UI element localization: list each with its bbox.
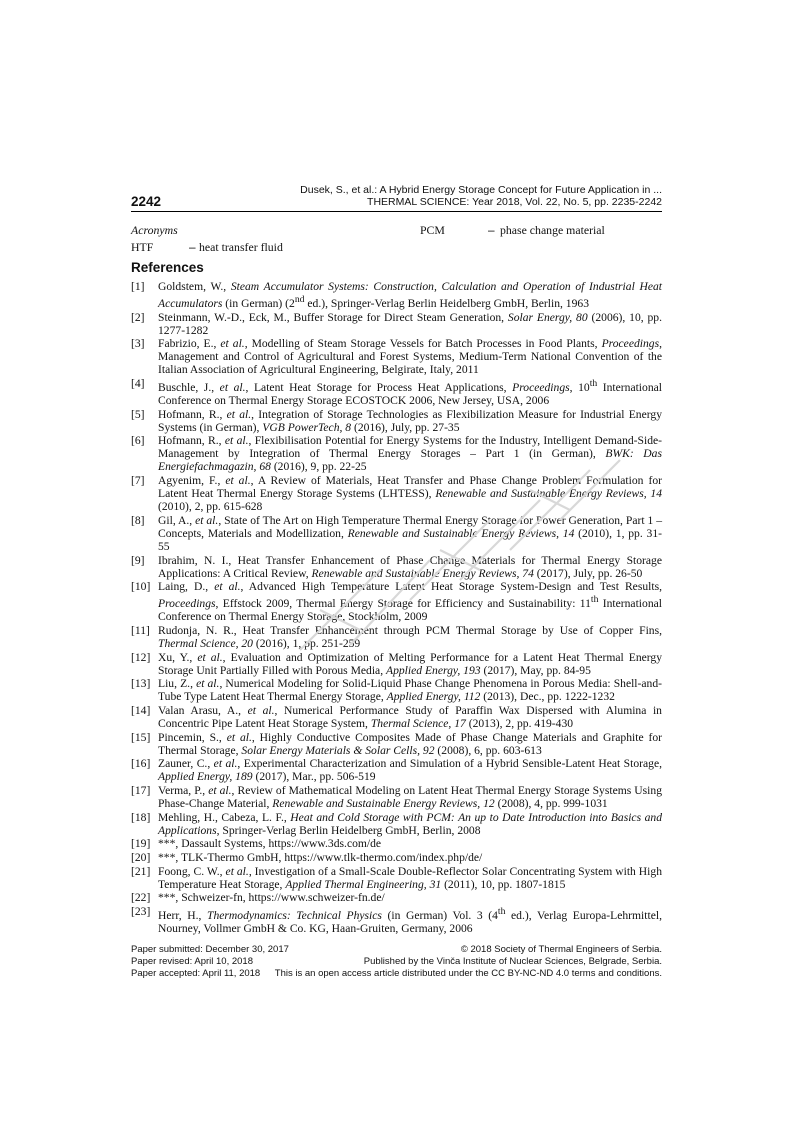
ref-text: Zauner, C., [158,757,214,771]
ref-italic: BWK: Das Energiefachmagazin, 68 [158,447,662,474]
date-submitted: Paper submitted: December 30, 2017 [131,944,289,955]
ref-text: , Latent Heat Storage for Process Heat Applications, [245,380,513,394]
ref-italic: et al. [196,677,220,691]
copyright-block [275,944,662,979]
reference-number: [15] [131,730,151,744]
ref-text: Buschle, J., [158,380,220,394]
license-line: This is an open access article distributed under the CC BY-NC-ND 4.0 terms and conditions. [274,967,662,979]
ref-text: Gil, A., [158,513,196,527]
ref-italic: VGB PowerTech, 8 [262,420,352,434]
ref-text: Pincemin, S., [158,730,227,744]
reference-item [131,311,662,337]
ref-italic: et al. [226,730,252,744]
ref-text: Liu, Z., [158,677,197,691]
ref-text: Steinmann, W.-D., Eck, M., Buffer Storage for Direct Steam Generation, [158,310,508,324]
ref-text: Ibrahim, N. I., Heat Transfer Enhancement of Phase Change Materials for Thermal Energy Storage Applications: A Critical Review, [158,553,662,580]
ref-text: , Advanced High Temperature Latent Heat Storage System-Design and Test Results, [240,580,662,594]
acronym-item [131,240,283,255]
ref-italic: Thermal Science, 17 [370,717,466,731]
ref-text: Fabrizio, E., [158,337,221,351]
page-number: 2242 [131,194,162,209]
ref-italic: Thermal Science, 20 [158,637,253,651]
ref-sup: th [589,378,598,390]
ref-text: ed.), Verlag Europa-Lehrmittel, Nourney, Vollmer GmbH & Co. KG, Haan-Gruiten, Germany, 2006 [158,908,662,935]
reference-item [131,731,662,757]
reference-number: [17] [131,784,151,798]
ref-text: Laing, D., [158,580,215,594]
reference-item [131,757,662,783]
date-revised: Paper revised: April 10, 2018 [131,955,253,967]
reference-item [131,554,662,580]
ref-text: Mehling, H., Cabeza, L. F., [158,810,291,824]
ref-text: (2006), 10, pp. 1277-1282 [158,310,662,337]
ref-text: , 10 [569,380,590,394]
ref-italic: Steam Accumulator Systems: Construction, Calculation and Operation of Industrial Heat Accumulators [158,280,663,310]
ref-text: Xu, Y., [158,650,198,664]
ref-text: ***, Dassault Systems, https://www.3ds.com/de [158,837,382,851]
ref-italic: Thermodynamics: Technical Physics [207,908,382,922]
references-title: References [131,260,204,275]
ref-text: , Management and Control of Agricultural and Forest Systems, Medium-Term National Convention of the Italian Association of Agricultural Engineering, Belgirate, Italy, 2011 [158,337,662,377]
ref-text: Goldstem, W., [158,280,231,293]
reference-item [131,651,662,677]
reference-item [131,377,662,407]
reference-number: [10] [131,580,151,594]
reference-item [131,851,662,864]
reference-number: [9] [131,553,145,567]
header-rule [131,211,662,212]
ref-italic: Renewable and Sustainable Energy Reviews, 14 [435,487,662,501]
reference-item [131,704,662,730]
reference-number: [5] [131,407,145,421]
ref-italic: et al. [225,474,251,488]
ref-italic: et al. [208,784,232,798]
ref-text: (2011), 10, pp. 1807-1815 [441,877,566,891]
reference-item [131,891,662,904]
reference-number: [2] [131,310,145,324]
acronym-item [420,223,605,238]
reference-number: [19] [131,837,151,851]
reference-item [131,865,662,891]
reference-item [131,677,662,703]
ref-text: ed.), Springer-Verlag Berlin Heidelberg GmbH, Berlin, 1963 [304,296,589,310]
ref-text: , State of The Art on High Temperature Thermal Energy Storage for Power Generation, Part 1 – Concepts, Materials and Modellization, [158,513,662,540]
ref-italic: et al. [226,407,252,421]
ref-text: (2016), 1, pp. 251-259 [252,637,361,651]
ref-text: (2013), 2, pp. 419-430 [465,717,574,731]
reference-item [131,408,662,434]
ref-italic: et al. [213,757,238,771]
reference-item [131,837,662,850]
reference-item [131,474,662,513]
acronym-abbr: PCM [420,223,445,237]
ref-text: Rudonja, N. R., Heat Transfer Enhancement through PCM Thermal Storage by Use of Copper Fins, [158,623,662,637]
ref-italic: et al. [225,864,249,878]
acronym-meaning: phase change material [500,223,605,237]
reference-number: [20] [131,851,151,865]
reference-number: [14] [131,703,151,717]
references-list [131,280,662,935]
ref-text: Agyenim, F., [158,474,226,488]
reference-number: [1] [131,280,145,293]
reference-number: [11] [131,623,150,637]
ref-italic: Solar Energy Materials & Solar Cells, 92 [241,743,435,757]
running-header-journal: THERMAL SCIENCE: Year 2018, Vol. 22, No. 5, pp. 2235-2242 [367,196,662,208]
reference-number: [21] [131,864,151,878]
ref-text: , Review of Mathematical Modeling on Latent Heat Thermal Energy Storage Systems Using Phase-Change Material, [158,784,662,811]
reference-number: [6] [131,434,145,448]
reference-item [131,580,662,623]
reference-item [131,624,662,650]
ref-italic: Applied Energy, 189 [158,770,253,784]
ref-text: International Conference on Thermal Energy Storage, Stockholm, 2009 [158,597,662,624]
reference-item [131,784,662,810]
reference-item [131,434,662,473]
reference-item [131,337,662,376]
acronym-dash: – [488,223,495,237]
ref-text: (2017), Mar., pp. 506-519 [252,770,376,784]
ref-italic: Applied Energy, 193 [386,663,481,677]
ref-text: , Effstock 2009, Thermal Energy Storage for Efficiency and Sustainability: 11 [215,597,591,611]
ref-text: , Springer-Verlag Berlin Heidelberg GmbH, Berlin, 2008 [216,823,481,837]
ref-italic: et al. [195,513,219,527]
ref-text: ***, Schweizer-fn, https://www.schweizer-fn.de/ [158,891,385,905]
ref-text: (2017), July, pp. 26-50 [533,566,643,580]
ref-text: ***, TLK-Thermo GmbH, https://www.tlk-thermo.com/index.php/de/ [158,851,483,865]
running-header-authors: Dusek, S., et al.: A Hybrid Energy Storage Concept for Future Application in ... [300,184,662,196]
reference-number: [23] [131,904,151,918]
ref-italic: Renewable and Sustainable Energy Reviews, 14 [347,526,575,540]
ref-text: , Highly Conductive Composites Made of Phase Change Materials and Graphite for Thermal Storage, [158,730,663,757]
ref-text: (2008), 4, pp. 999-1031 [494,797,608,811]
acronyms-title: Acronyms [131,223,178,237]
reference-number: [22] [131,891,151,905]
reference-item [131,280,662,310]
ref-text: , A Review of Materials, Heat Transfer and Phase Change Problem Formulation for Latent Heat Thermal Energy Storage Systems (LHTESS), [158,474,662,501]
ref-text: (2016), July, pp. 27-35 [351,420,460,434]
ref-italic: Heat and Cold Storage with PCM: An up to Date Introduction into Basics and Applications [158,810,663,837]
ref-text: Hofmann, R., [158,434,225,448]
ref-text: , Integration of Storage Technologies as Flexibilization Measure for Industrial Energy Systems (in German), [158,407,662,434]
reference-item [131,905,662,935]
ref-text: International Conference on Thermal Energy Storage ECOSTOCK 2006, New Jersey, USA, 2006 [158,380,662,407]
acronym-meaning: heat transfer fluid [199,240,283,254]
ref-italic: et al. [247,703,275,717]
publisher-line: Published by the Vinča Institute of Nuclear Sciences, Belgrade, Serbia. [363,955,662,967]
ref-text: , Experimental Characterization and Simulation of a Hybrid Sensible-Latent Heat Storage, [237,757,662,771]
ref-italic: Applied Thermal Engineering, 31 [285,877,442,891]
ref-text: (in German) (2 [222,296,295,310]
reference-number: [4] [131,377,145,391]
ref-text: , Evaluation and Optimization of Melting Performance for a Latent Heat Thermal Energy Storage Unit Partially Filled with Porous Media, [158,650,663,677]
ref-italic: Renewable and Sustainable Energy Reviews, 12 [272,797,495,811]
ref-text: Foong, C. W., [158,864,226,878]
ref-sup: th [590,594,599,606]
ref-text: Herr, H., [158,908,207,922]
reference-number: [18] [131,810,151,824]
ref-italic: et al. [219,380,246,394]
ref-text: (2016), 9, pp. 22-25 [270,460,367,474]
ref-text: , Investigation of a Small-Scale Double-Reflector Solar Concentrating System with High Temperature Heat Storage, [158,864,662,891]
reference-number: [12] [131,650,151,664]
ref-text: Valan Arasu, A., [158,703,248,717]
ref-italic: Proceedings [158,597,216,611]
copyright-line: © 2018 Society of Thermal Engineers of Serbia. [460,944,662,955]
ref-text: (2017), May, pp. 84-95 [480,663,591,677]
ref-italic: et al. [224,434,249,448]
running-header [300,184,662,208]
ref-italic: et al. [214,580,241,594]
ref-text: (2013), Dec., pp. 1222-1232 [480,690,615,704]
ref-text: Verma, P., [158,784,209,798]
reference-number: [16] [131,757,151,771]
ref-italic: Applied Energy, 112 [386,690,481,704]
reference-number: [3] [131,337,145,351]
acronym-abbr: HTF [131,240,154,254]
ref-italic: Solar Energy, 80 [507,310,588,324]
paper-dates [131,944,289,979]
ref-text: , Modelling of Steam Storage Vessels for Batch Processes in Food Plants, [244,337,602,351]
reference-number: [7] [131,474,145,488]
ref-text: , Flexibilisation Potential for Energy Systems for the Industry, Intelligent Demand-Side-Management by Integration of Thermal Energy Storages – Part 1 (in German), [158,434,662,461]
reference-number: [13] [131,677,151,691]
reference-item [131,514,662,553]
ref-sup: th [497,905,506,917]
ref-text: (in German) Vol. 3 (4 [381,908,498,922]
ref-italic: Proceedings [601,337,660,351]
acronym-dash: – [189,240,196,254]
ref-italic: Proceedings [512,380,570,394]
ref-text: , Numerical Modeling for Solid-Liquid Phase Change Phenomena in Porous Media: Shell-and-Tube Type Latent Heat Thermal Energy Storage, [158,677,662,704]
ref-sup: nd [294,294,305,306]
ref-text: Hofmann, R., [158,407,227,421]
date-accepted: Paper accepted: April 11, 2018 [131,967,261,979]
ref-text: (2008), 6, pp. 603-613 [434,743,542,757]
ref-text: (2010), 2, pp. 615-628 [158,500,263,514]
ref-italic: et al. [197,650,223,664]
ref-italic: Renewable and Sustainable Energy Reviews, 74 [311,566,534,580]
ref-italic: et al. [220,337,245,351]
ref-text: (2010), 1, pp. 31-55 [158,526,662,553]
reference-number: [8] [131,513,145,527]
reference-item [131,811,662,837]
ref-text: , Numerical Performance Study of Paraffin Wax Dispersed with Alumina in Concentric Pipe Latent Heat Storage System, [158,703,662,731]
